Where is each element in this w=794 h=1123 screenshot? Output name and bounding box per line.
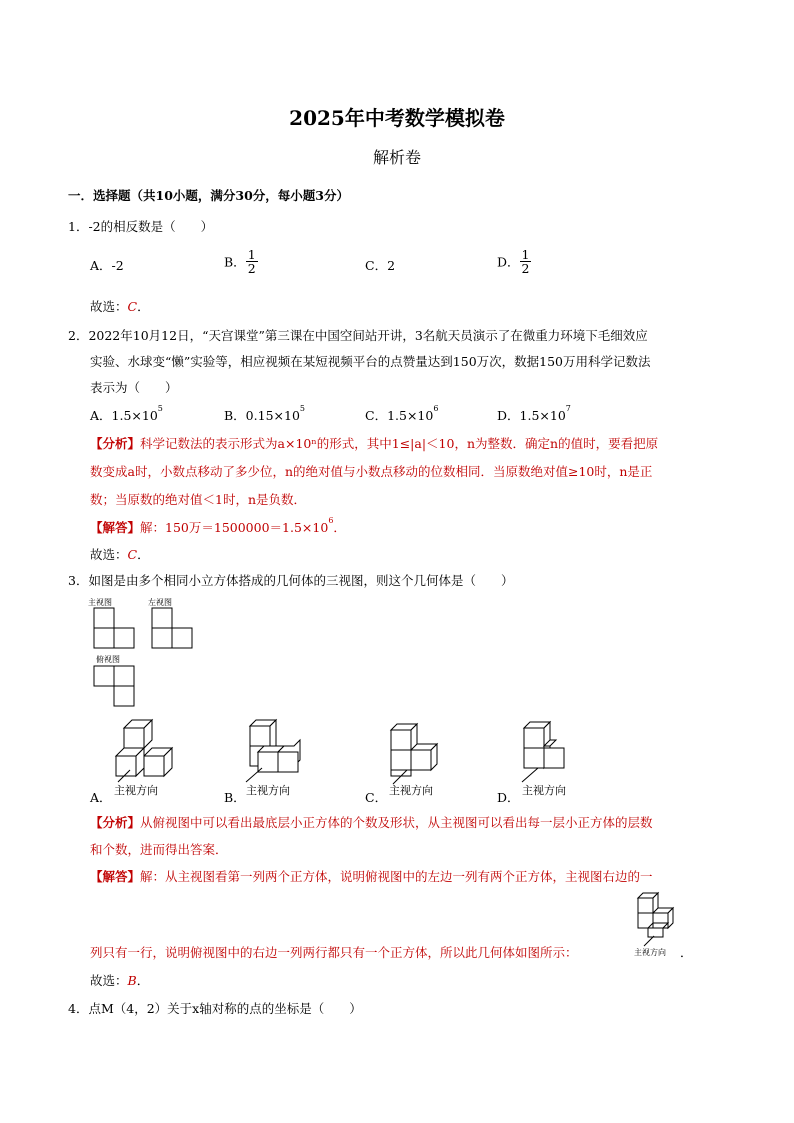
q3-analysis-text-1: 从俯视图中可以看出最底层小正方体的个数及形状，从主视图可以看出每一层小正方体的层数: [140, 815, 653, 830]
q3-option-d-figure: [516, 716, 596, 798]
q3-analysis-line-1: [90, 813, 653, 831]
q3-option-b-figure: [242, 716, 322, 798]
q2-option-a-exp: 5: [157, 404, 163, 413]
q2-option-c-base: C．1.5×10: [365, 408, 434, 423]
q3-front-view-label: 主视图: [88, 598, 112, 607]
q3-option-c-arrow: [393, 770, 407, 784]
q1-option-a: A．-2: [90, 258, 124, 273]
q3-option-d-label: D．: [497, 790, 520, 805]
q2-option-b: [224, 406, 305, 424]
q2-solution-tag: 【解答】: [90, 520, 141, 535]
q4-stem: 4．点M（4，2）关于x轴对称的点的坐标是（ ）: [68, 1001, 362, 1016]
q1-answer-letter: C: [127, 299, 138, 314]
q1-option-d-numerator: 1: [521, 247, 530, 262]
q3-option-a-direction: 主视方向: [114, 784, 158, 797]
q2-option-a: [90, 406, 163, 424]
q3-solution-text-1: 解：从主视图看第一列两个正方体，说明俯视图中的左边一列有两个正方体，主视图右边的一: [140, 869, 653, 884]
q3-answer-suffix: ．: [136, 973, 150, 988]
q3-option-b-arrow: [246, 768, 262, 782]
q3-solution-line-2: 列只有一行，说明俯视图中的右边一列两行都只有一个正方体，所以此几何体如图所示：: [90, 945, 578, 960]
q2-solution: [90, 518, 346, 536]
q3-left-view: [152, 608, 192, 648]
q3-option-b-cubes: [250, 720, 300, 772]
q2-answer-prefix: 故选：: [90, 547, 128, 562]
q2-option-b-base: B．0.15×10: [224, 408, 300, 423]
q3-option-c-label: C．: [365, 790, 388, 805]
q3-solution-period: ．: [680, 945, 693, 960]
q2-solution-exp: 6: [328, 516, 334, 525]
q1-answer-prefix: 故选：: [90, 299, 128, 314]
q3-solution-line-1: [90, 867, 653, 885]
section-title: 一．选择题（共10小题，满分30分，每小题3分）: [68, 188, 349, 203]
q2-line-3: 表示为（ ）: [90, 380, 178, 395]
q2-analysis-line-1: [90, 434, 658, 452]
q2-option-d: [497, 406, 571, 424]
q3-answer-letter: B: [127, 973, 137, 988]
q2-line-2: 实验、水球变“懒”实验等，相应视频在某短视频平台的点赞量达到150万次，数据150万用科学记数法: [90, 354, 651, 369]
q3-option-b-label: B．: [224, 790, 246, 805]
q3-answer: [90, 971, 149, 989]
q1-stem: 1．-2的相反数是（ ）: [68, 219, 214, 234]
q2-option-a-base: A．1.5×10: [90, 408, 158, 423]
q1-answer-suffix: ．: [137, 299, 150, 314]
q2-analysis-line-3: 数；当原数的绝对值＜1时，n是负数．: [90, 492, 307, 507]
q3-option-a-figure: [110, 716, 190, 798]
q1-option-c: C．2: [365, 258, 396, 273]
q3-option-c-figure: [385, 716, 465, 798]
q3-answer-prefix: 故选：: [90, 973, 128, 988]
q1-option-d-prefix: D．: [497, 254, 520, 270]
q2-answer-letter: C: [127, 547, 138, 562]
q3-top-view-label: 俯视图: [96, 655, 120, 664]
q1-option-b: [224, 248, 258, 275]
q2-solution-base: 解：150万＝1500000＝1.5×10: [140, 520, 329, 535]
q2-answer-suffix: ．: [137, 547, 150, 562]
q2-option-d-base: D．1.5×10: [497, 408, 566, 423]
q3-left-view-label: 左视图: [148, 598, 172, 607]
q1-option-b-denominator: 2: [247, 261, 256, 276]
q3-three-views-figure: [86, 594, 206, 712]
q3-option-c-direction: 主视方向: [389, 784, 433, 797]
q2-analysis-text-1: 科学记数法的表示形式为a×10ⁿ的形式，其中1≤|a|＜10，n为整数．确定n的值时，要看把原: [140, 436, 659, 451]
q3-option-a-label: A．: [90, 790, 112, 805]
q1-option-d: [497, 248, 531, 275]
q2-answer: [90, 545, 150, 563]
q3-front-view: [94, 608, 134, 648]
q1-option-b-numerator: 1: [247, 247, 256, 262]
q3-option-d-arrow: [522, 768, 538, 782]
q2-analysis-tag: 【分析】: [90, 436, 141, 451]
q3-option-b-direction: 主视方向: [246, 784, 290, 797]
q3-solution-cubes: [638, 893, 673, 937]
q2-solution-end: ．: [333, 520, 346, 535]
q3-solution-tag: 【解答】: [90, 869, 141, 884]
q3-solution-figure: [634, 888, 686, 958]
q1-option-d-fraction: [520, 248, 532, 275]
q3-analysis-tag: 【分析】: [90, 815, 141, 830]
q2-option-c-exp: 6: [433, 404, 439, 413]
q2-option-c: [365, 406, 438, 424]
q3-stem: 3．如图是由多个相同小立方体搭成的几何体的三视图，则这个几何体是（ ）: [68, 573, 514, 588]
q2-analysis-line-2: 数变成a时，小数点移动了多少位，n的绝对值与小数点移动的位数相同．当原数绝对值≥10时，n是正: [90, 464, 653, 479]
page-title: 2025年中考数学模拟卷: [289, 106, 505, 130]
q3-top-view: [94, 666, 134, 706]
page-subtitle: 解析卷: [372, 148, 421, 167]
q3-solution-direction: 主视方向: [634, 948, 666, 957]
q3-option-d-direction: 主视方向: [522, 784, 566, 797]
q1-answer: [90, 297, 150, 315]
q3-analysis-line-2: 和个数，进而得出答案．: [90, 842, 228, 857]
q3-option-c-cubes: [391, 724, 437, 776]
q1-option-b-fraction: [246, 248, 258, 275]
q1-option-b-prefix: B．: [224, 254, 246, 270]
q1-option-d-denominator: 2: [521, 261, 530, 276]
q2-option-d-exp: 7: [565, 404, 571, 413]
q3-option-d-cubes: [524, 722, 564, 768]
q2-line-1: 2．2022年10月12日，“天宫课堂”第三课在中国空间站开讲，3名航天员演示了在微重力环境下毛细效应: [68, 328, 648, 343]
q3-option-a-cubes: [116, 720, 172, 776]
q2-option-b-exp: 5: [299, 404, 305, 413]
